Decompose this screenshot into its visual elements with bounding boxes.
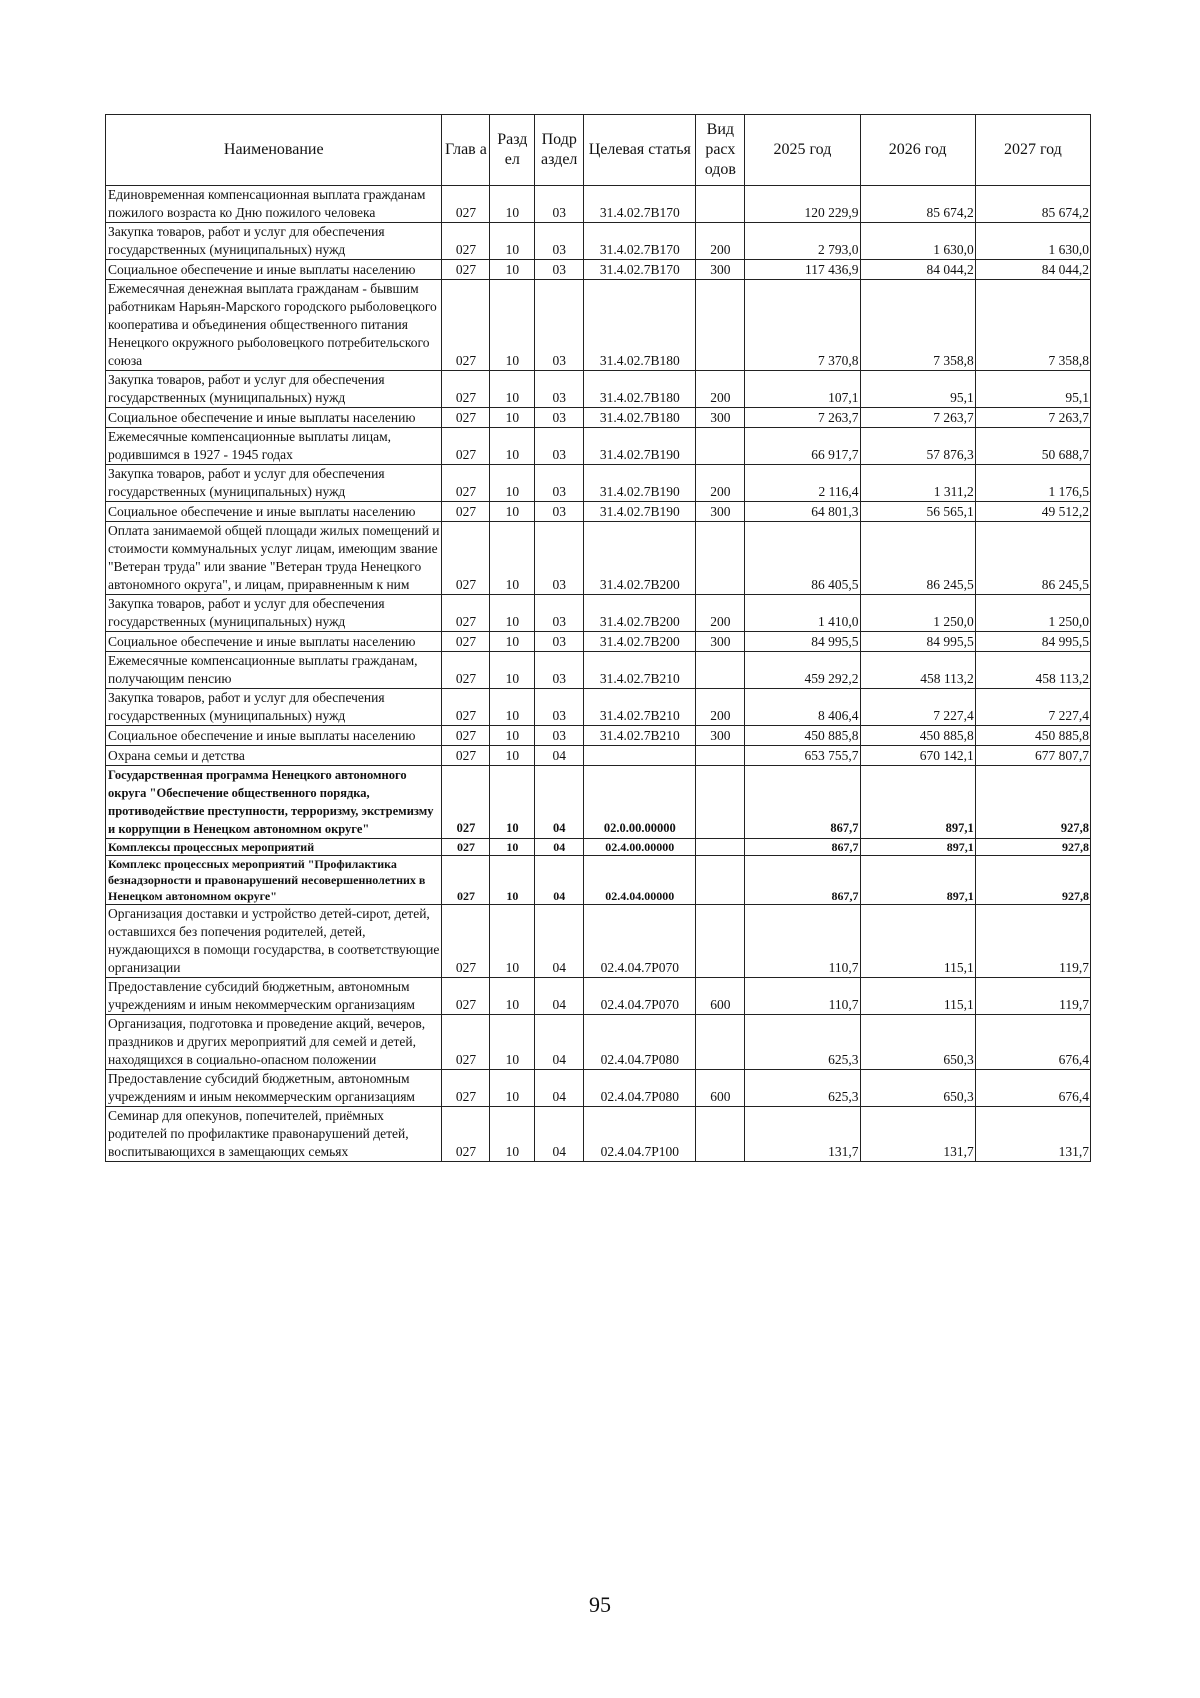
row-podrazdel: 03 bbox=[535, 280, 584, 371]
row-statya: 31.4.02.7В210 bbox=[584, 652, 696, 689]
row-razdel: 10 bbox=[490, 632, 535, 652]
row-podrazdel: 03 bbox=[535, 260, 584, 280]
row-glava: 027 bbox=[442, 746, 490, 766]
row-name: Закупка товаров, работ и услуг для обеспечения государственных (муниципальных) нужд bbox=[106, 465, 442, 502]
row-razdel: 10 bbox=[490, 522, 535, 595]
row-2025: 117 436,9 bbox=[745, 260, 860, 280]
row-podrazdel: 04 bbox=[535, 839, 584, 856]
row-podrazdel: 04 bbox=[535, 1070, 584, 1107]
table-row bbox=[106, 1015, 1091, 1070]
row-2026: 7 263,7 bbox=[860, 408, 975, 428]
row-2027: 7 227,4 bbox=[975, 689, 1090, 726]
table-row bbox=[106, 223, 1091, 260]
row-2026: 86 245,5 bbox=[860, 522, 975, 595]
row-razdel: 10 bbox=[490, 726, 535, 746]
row-razdel: 10 bbox=[490, 1070, 535, 1107]
row-2027: 450 885,8 bbox=[975, 726, 1090, 746]
row-razdel: 10 bbox=[490, 260, 535, 280]
table-row bbox=[106, 652, 1091, 689]
row-name: Социальное обеспечение и иные выплаты населению bbox=[106, 726, 442, 746]
table-row bbox=[106, 260, 1091, 280]
row-glava: 027 bbox=[442, 522, 490, 595]
row-2026: 897,1 bbox=[860, 839, 975, 856]
row-vid bbox=[696, 1015, 745, 1070]
row-podrazdel: 03 bbox=[535, 522, 584, 595]
row-2026: 131,7 bbox=[860, 1107, 975, 1162]
row-razdel: 10 bbox=[490, 371, 535, 408]
row-2027: 84 995,5 bbox=[975, 632, 1090, 652]
row-razdel: 10 bbox=[490, 856, 535, 905]
table-row bbox=[106, 465, 1091, 502]
row-statya: 31.4.02.7В200 bbox=[584, 595, 696, 632]
row-statya: 31.4.02.7В170 bbox=[584, 223, 696, 260]
row-razdel: 10 bbox=[490, 746, 535, 766]
header-statya: Целевая статья bbox=[584, 115, 696, 186]
row-2027: 676,4 bbox=[975, 1070, 1090, 1107]
row-name: Государственная программа Ненецкого автономного округа "Обеспечение общественного порядка, противодействие преступности, терроризму, экстремизму и коррупции в Ненецком автономном округе" bbox=[106, 766, 442, 839]
row-glava: 027 bbox=[442, 465, 490, 502]
row-vid: 600 bbox=[696, 1070, 745, 1107]
row-name: Организация, подготовка и проведение акций, вечеров, праздников и других мероприятий для семей и детей, находящихся в социально-опасном положении bbox=[106, 1015, 442, 1070]
table-row bbox=[106, 1070, 1091, 1107]
row-statya: 31.4.02.7В210 bbox=[584, 689, 696, 726]
row-vid bbox=[696, 428, 745, 465]
row-name: Единовременная компенсационная выплата гражданам пожилого возраста ко Дню пожилого человека bbox=[106, 186, 442, 223]
row-name: Социальное обеспечение и иные выплаты населению bbox=[106, 502, 442, 522]
row-name: Закупка товаров, работ и услуг для обеспечения государственных (муниципальных) нужд bbox=[106, 371, 442, 408]
row-glava: 027 bbox=[442, 978, 490, 1015]
table-row bbox=[106, 856, 1091, 905]
row-2027: 86 245,5 bbox=[975, 522, 1090, 595]
row-2026: 7 358,8 bbox=[860, 280, 975, 371]
row-statya: 31.4.02.7В200 bbox=[584, 522, 696, 595]
row-razdel: 10 bbox=[490, 595, 535, 632]
row-2027: 676,4 bbox=[975, 1015, 1090, 1070]
row-statya: 31.4.02.7В170 bbox=[584, 260, 696, 280]
table-row bbox=[106, 595, 1091, 632]
row-statya: 31.4.02.7В190 bbox=[584, 428, 696, 465]
row-2026: 458 113,2 bbox=[860, 652, 975, 689]
row-2026: 95,1 bbox=[860, 371, 975, 408]
row-2026: 1 630,0 bbox=[860, 223, 975, 260]
row-2027: 7 358,8 bbox=[975, 280, 1090, 371]
row-name: Закупка товаров, работ и услуг для обеспечения государственных (муниципальных) нужд bbox=[106, 595, 442, 632]
row-2027: 95,1 bbox=[975, 371, 1090, 408]
row-2026: 1 250,0 bbox=[860, 595, 975, 632]
row-glava: 027 bbox=[442, 371, 490, 408]
row-2025: 7 370,8 bbox=[745, 280, 860, 371]
header-glava: Глав а bbox=[442, 115, 490, 186]
table-row bbox=[106, 1107, 1091, 1162]
row-podrazdel: 03 bbox=[535, 408, 584, 428]
row-razdel: 10 bbox=[490, 502, 535, 522]
row-2026: 7 227,4 bbox=[860, 689, 975, 726]
row-statya: 02.4.04.7Р100 bbox=[584, 1107, 696, 1162]
row-podrazdel: 04 bbox=[535, 746, 584, 766]
header-podrazdel: Подр аздел bbox=[535, 115, 584, 186]
row-2025: 867,7 bbox=[745, 856, 860, 905]
row-name: Семинар для опекунов, попечителей, приёмных родителей по профилактике правонарушений детей, воспитывающихся в замещающих семьях bbox=[106, 1107, 442, 1162]
row-2025: 8 406,4 bbox=[745, 689, 860, 726]
row-2027: 1 176,5 bbox=[975, 465, 1090, 502]
row-glava: 027 bbox=[442, 428, 490, 465]
row-vid bbox=[696, 1107, 745, 1162]
row-glava: 027 bbox=[442, 186, 490, 223]
table-row bbox=[106, 978, 1091, 1015]
row-2025: 459 292,2 bbox=[745, 652, 860, 689]
row-razdel: 10 bbox=[490, 652, 535, 689]
row-name: Социальное обеспечение и иные выплаты населению bbox=[106, 632, 442, 652]
row-name: Предоставление субсидий бюджетным, автономным учреждениям и иным некоммерческим организациям bbox=[106, 978, 442, 1015]
table-row bbox=[106, 408, 1091, 428]
row-2027: 1 250,0 bbox=[975, 595, 1090, 632]
row-vid bbox=[696, 856, 745, 905]
row-vid: 300 bbox=[696, 726, 745, 746]
row-glava: 027 bbox=[442, 839, 490, 856]
row-razdel: 10 bbox=[490, 839, 535, 856]
table-row bbox=[106, 689, 1091, 726]
row-podrazdel: 04 bbox=[535, 978, 584, 1015]
table-row bbox=[106, 746, 1091, 766]
row-podrazdel: 03 bbox=[535, 502, 584, 522]
row-statya: 02.4.04.7Р080 bbox=[584, 1015, 696, 1070]
row-vid: 300 bbox=[696, 632, 745, 652]
row-glava: 027 bbox=[442, 856, 490, 905]
row-glava: 027 bbox=[442, 408, 490, 428]
row-vid bbox=[696, 280, 745, 371]
row-glava: 027 bbox=[442, 652, 490, 689]
row-name: Организация доставки и устройство детей-сирот, детей, оставшихся без попечения родителей, детей, нуждающихся в помощи государства, в соответствующие организации bbox=[106, 905, 442, 978]
row-2026: 650,3 bbox=[860, 1070, 975, 1107]
row-2025: 1 410,0 bbox=[745, 595, 860, 632]
table-row bbox=[106, 502, 1091, 522]
row-podrazdel: 04 bbox=[535, 905, 584, 978]
row-2025: 7 263,7 bbox=[745, 408, 860, 428]
row-2027: 927,8 bbox=[975, 766, 1090, 839]
row-2025: 653 755,7 bbox=[745, 746, 860, 766]
row-2025: 450 885,8 bbox=[745, 726, 860, 746]
row-2025: 867,7 bbox=[745, 839, 860, 856]
row-vid: 300 bbox=[696, 502, 745, 522]
table-row bbox=[106, 280, 1091, 371]
row-razdel: 10 bbox=[490, 766, 535, 839]
row-glava: 027 bbox=[442, 502, 490, 522]
row-name: Охрана семьи и детства bbox=[106, 746, 442, 766]
row-2027: 119,7 bbox=[975, 905, 1090, 978]
row-name: Комплексы процессных мероприятий bbox=[106, 839, 442, 856]
row-name: Социальное обеспечение и иные выплаты населению bbox=[106, 408, 442, 428]
row-vid bbox=[696, 766, 745, 839]
row-2027: 50 688,7 bbox=[975, 428, 1090, 465]
row-statya: 31.4.02.7В180 bbox=[584, 408, 696, 428]
row-2025: 84 995,5 bbox=[745, 632, 860, 652]
row-vid: 300 bbox=[696, 260, 745, 280]
row-podrazdel: 03 bbox=[535, 223, 584, 260]
table-row bbox=[106, 522, 1091, 595]
row-podrazdel: 04 bbox=[535, 1107, 584, 1162]
row-podrazdel: 03 bbox=[535, 632, 584, 652]
row-podrazdel: 03 bbox=[535, 371, 584, 408]
row-name: Социальное обеспечение и иные выплаты населению bbox=[106, 260, 442, 280]
row-statya: 02.4.04.7Р070 bbox=[584, 905, 696, 978]
row-vid: 600 bbox=[696, 978, 745, 1015]
table-row bbox=[106, 371, 1091, 408]
row-2026: 1 311,2 bbox=[860, 465, 975, 502]
row-2027: 49 512,2 bbox=[975, 502, 1090, 522]
row-statya: 31.4.02.7В210 bbox=[584, 726, 696, 746]
header-razdel: Разд ел bbox=[490, 115, 535, 186]
row-statya: 02.0.00.00000 bbox=[584, 766, 696, 839]
row-razdel: 10 bbox=[490, 465, 535, 502]
row-razdel: 10 bbox=[490, 280, 535, 371]
row-razdel: 10 bbox=[490, 689, 535, 726]
row-glava: 027 bbox=[442, 595, 490, 632]
header-2025: 2025 год bbox=[745, 115, 860, 186]
row-podrazdel: 04 bbox=[535, 1015, 584, 1070]
row-2025: 131,7 bbox=[745, 1107, 860, 1162]
row-name: Ежемесячные компенсационные выплаты лицам, родившимся в 1927 - 1945 годах bbox=[106, 428, 442, 465]
row-2026: 56 565,1 bbox=[860, 502, 975, 522]
table-header-row bbox=[106, 115, 1091, 186]
table-row bbox=[106, 839, 1091, 856]
row-podrazdel: 04 bbox=[535, 856, 584, 905]
row-podrazdel: 03 bbox=[535, 652, 584, 689]
row-statya: 02.4.04.7Р080 bbox=[584, 1070, 696, 1107]
row-name: Предоставление субсидий бюджетным, автономным учреждениям и иным некоммерческим организациям bbox=[106, 1070, 442, 1107]
budget-table bbox=[105, 114, 1091, 1162]
row-2026: 897,1 bbox=[860, 766, 975, 839]
row-statya: 02.4.04.7Р070 bbox=[584, 978, 696, 1015]
row-podrazdel: 03 bbox=[535, 595, 584, 632]
table-row bbox=[106, 428, 1091, 465]
row-razdel: 10 bbox=[490, 905, 535, 978]
row-2025: 86 405,5 bbox=[745, 522, 860, 595]
row-vid bbox=[696, 522, 745, 595]
row-2025: 625,3 bbox=[745, 1015, 860, 1070]
row-2026: 85 674,2 bbox=[860, 186, 975, 223]
row-statya: 31.4.02.7В180 bbox=[584, 371, 696, 408]
header-name: Наименование bbox=[106, 115, 442, 186]
row-razdel: 10 bbox=[490, 1107, 535, 1162]
row-2026: 897,1 bbox=[860, 856, 975, 905]
row-glava: 027 bbox=[442, 689, 490, 726]
row-2027: 131,7 bbox=[975, 1107, 1090, 1162]
row-vid: 200 bbox=[696, 595, 745, 632]
header-2026: 2026 год bbox=[860, 115, 975, 186]
row-name: Ежемесячные компенсационные выплаты гражданам, получающим пенсию bbox=[106, 652, 442, 689]
row-2027: 677 807,7 bbox=[975, 746, 1090, 766]
row-podrazdel: 04 bbox=[535, 766, 584, 839]
row-name: Оплата занимаемой общей площади жилых помещений и стоимости коммунальных услуг лицам, имеющим звание "Ветеран труда" или звание "Ветеран труда Ненецкого автономного округа", и лицам, приравненным к ним bbox=[106, 522, 442, 595]
row-vid bbox=[696, 186, 745, 223]
row-podrazdel: 03 bbox=[535, 186, 584, 223]
row-2025: 107,1 bbox=[745, 371, 860, 408]
row-2025: 2 793,0 bbox=[745, 223, 860, 260]
row-name: Ежемесячная денежная выплата гражданам - бывшим работникам Нарьян-Марского городского рыболовецкого кооператива и объединения общественного питания Ненецкого окружного рыболовецкого потребительского союза bbox=[106, 280, 442, 371]
row-statya: 02.4.00.00000 bbox=[584, 839, 696, 856]
header-2027: 2027 год bbox=[975, 115, 1090, 186]
row-podrazdel: 03 bbox=[535, 726, 584, 746]
row-2025: 64 801,3 bbox=[745, 502, 860, 522]
row-statya: 31.4.02.7В190 bbox=[584, 502, 696, 522]
row-podrazdel: 03 bbox=[535, 689, 584, 726]
row-2025: 2 116,4 bbox=[745, 465, 860, 502]
row-2027: 85 674,2 bbox=[975, 186, 1090, 223]
row-2026: 670 142,1 bbox=[860, 746, 975, 766]
row-2026: 115,1 bbox=[860, 978, 975, 1015]
row-name: Комплекс процессных мероприятий "Профилактика безнадзорности и правонарушений несовершеннолетних в Ненецком автономном округе" bbox=[106, 856, 442, 905]
row-statya: 31.4.02.7В170 bbox=[584, 186, 696, 223]
row-glava: 027 bbox=[442, 766, 490, 839]
row-statya: 31.4.02.7В200 bbox=[584, 632, 696, 652]
table-row bbox=[106, 632, 1091, 652]
row-2025: 867,7 bbox=[745, 766, 860, 839]
row-vid bbox=[696, 652, 745, 689]
row-razdel: 10 bbox=[490, 186, 535, 223]
row-podrazdel: 03 bbox=[535, 428, 584, 465]
row-name: Закупка товаров, работ и услуг для обеспечения государственных (муниципальных) нужд bbox=[106, 223, 442, 260]
row-2026: 650,3 bbox=[860, 1015, 975, 1070]
row-statya bbox=[584, 746, 696, 766]
row-razdel: 10 bbox=[490, 1015, 535, 1070]
row-glava: 027 bbox=[442, 632, 490, 652]
row-2027: 119,7 bbox=[975, 978, 1090, 1015]
table-row bbox=[106, 186, 1091, 223]
row-2025: 66 917,7 bbox=[745, 428, 860, 465]
row-vid bbox=[696, 746, 745, 766]
page-number: 95 bbox=[589, 1592, 611, 1617]
row-vid bbox=[696, 905, 745, 978]
row-statya: 31.4.02.7В180 bbox=[584, 280, 696, 371]
header-vid: Вид расх одов bbox=[696, 115, 745, 186]
row-razdel: 10 bbox=[490, 408, 535, 428]
row-2027: 84 044,2 bbox=[975, 260, 1090, 280]
row-2027: 1 630,0 bbox=[975, 223, 1090, 260]
row-glava: 027 bbox=[442, 1070, 490, 1107]
row-glava: 027 bbox=[442, 280, 490, 371]
row-razdel: 10 bbox=[490, 978, 535, 1015]
row-glava: 027 bbox=[442, 260, 490, 280]
row-glava: 027 bbox=[442, 223, 490, 260]
table-row bbox=[106, 766, 1091, 839]
row-vid: 200 bbox=[696, 371, 745, 408]
row-2026: 450 885,8 bbox=[860, 726, 975, 746]
row-podrazdel: 03 bbox=[535, 465, 584, 502]
row-glava: 027 bbox=[442, 726, 490, 746]
row-2027: 927,8 bbox=[975, 839, 1090, 856]
row-2027: 7 263,7 bbox=[975, 408, 1090, 428]
row-statya: 02.4.04.00000 bbox=[584, 856, 696, 905]
row-razdel: 10 bbox=[490, 223, 535, 260]
row-2026: 115,1 bbox=[860, 905, 975, 978]
row-vid: 300 bbox=[696, 408, 745, 428]
row-2026: 57 876,3 bbox=[860, 428, 975, 465]
row-2025: 625,3 bbox=[745, 1070, 860, 1107]
row-2025: 120 229,9 bbox=[745, 186, 860, 223]
row-2025: 110,7 bbox=[745, 905, 860, 978]
row-glava: 027 bbox=[442, 905, 490, 978]
row-vid: 200 bbox=[696, 223, 745, 260]
row-vid: 200 bbox=[696, 465, 745, 502]
table-row bbox=[106, 726, 1091, 746]
row-glava: 027 bbox=[442, 1015, 490, 1070]
row-statya: 31.4.02.7В190 bbox=[584, 465, 696, 502]
row-2025: 110,7 bbox=[745, 978, 860, 1015]
row-2027: 458 113,2 bbox=[975, 652, 1090, 689]
row-2026: 84 995,5 bbox=[860, 632, 975, 652]
row-name: Закупка товаров, работ и услуг для обеспечения государственных (муниципальных) нужд bbox=[106, 689, 442, 726]
row-vid: 200 bbox=[696, 689, 745, 726]
row-2027: 927,8 bbox=[975, 856, 1090, 905]
row-vid bbox=[696, 839, 745, 856]
table-row bbox=[106, 905, 1091, 978]
row-razdel: 10 bbox=[490, 428, 535, 465]
row-2026: 84 044,2 bbox=[860, 260, 975, 280]
row-glava: 027 bbox=[442, 1107, 490, 1162]
